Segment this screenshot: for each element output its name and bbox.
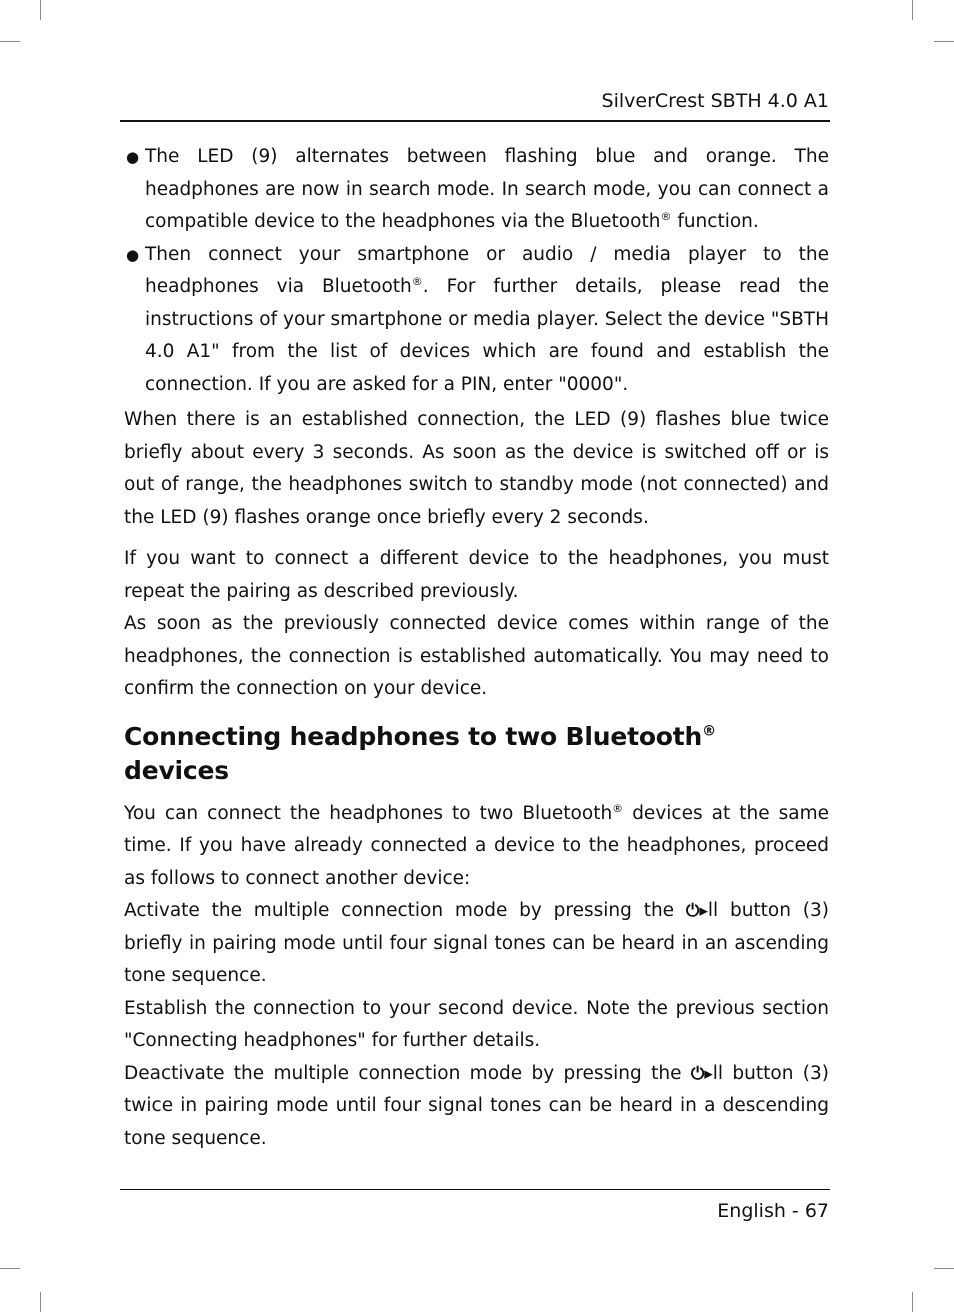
deactivate-text: Deactivate the multiple connection mode by pressing the — [124, 1062, 691, 1084]
bullet-text-end: . For further details, please read the instructions of your smartphone or media player. Select the device "SBTH 4.0 A1" from the list of devices which are found and establish the connection. If you are asked for a PIN, enter "0000". — [145, 276, 829, 395]
heading-text-end: devices — [124, 755, 229, 785]
header-rule — [120, 120, 830, 122]
bullet-icon: ● — [126, 148, 140, 166]
crop-mark — [40, 0, 41, 20]
crop-mark — [0, 1268, 20, 1269]
crop-mark — [40, 1292, 41, 1312]
crop-mark — [0, 41, 20, 42]
power-play-pause-icon: ⏻▸ — [685, 901, 708, 921]
crop-mark — [912, 1292, 913, 1312]
deactivate-text-end: ll button (3) twice in pairing mode until four signal tones can be heard in a descending tone sequence. — [124, 1062, 829, 1149]
bullet-text-end: function. — [671, 211, 759, 232]
paragraph-connection-status: When there is an established connection, the LED (9) flashes blue twice briefly about every 3 seconds. As soon as the device is switched off or is out of range, the headphones switch to standby mode (not connected) and the LED (9) flashes orange once briefly every 2 seconds. — [124, 409, 829, 528]
list-item — [124, 239, 829, 402]
registered-mark: ® — [411, 274, 423, 288]
bullet-text: Then connect your smartphone or audio / media player to the headphones via Bluetooth — [145, 243, 829, 297]
list-item — [124, 141, 829, 239]
registered-mark: ® — [702, 723, 716, 740]
section-heading — [124, 720, 829, 788]
paragraph-deactivate — [124, 1058, 829, 1156]
intro-text: You can connect the headphones to two Bluetooth — [124, 802, 613, 824]
paragraph-repeat-pairing: If you want to connect a different device to the headphones, you must repeat the pairing as described previously. — [124, 548, 829, 602]
crop-mark — [934, 1268, 954, 1269]
registered-mark: ® — [660, 209, 672, 223]
page-footer: English - 67 — [717, 1200, 829, 1222]
bullet-icon: ● — [126, 245, 140, 264]
activate-text: Activate the multiple connection mode by pressing the — [124, 900, 686, 921]
page-header: SilverCrest SBTH 4.0 A1 — [601, 90, 829, 112]
paragraph-establish: Establish the connection to your second device. Note the previous section "Connecting headphones" for further details. — [124, 997, 829, 1051]
crop-mark — [934, 41, 954, 42]
crop-mark — [912, 0, 913, 20]
registered-mark: ® — [612, 801, 624, 815]
power-play-pause-icon: ⏻▸ — [690, 1063, 713, 1084]
bullet-list — [124, 141, 829, 401]
page-content — [124, 141, 829, 1155]
heading-text: Connecting headphones to two Bluetooth — [124, 721, 703, 751]
paragraph-auto-connect: As soon as the previously connected device comes within range of the headphones, the connection is established automatically. You may need to confirm the connection on your device. — [124, 613, 829, 699]
activate-text-end: ll button (3) briefly in pairing mode until four signal tones can be heard in an ascending tone sequence. — [124, 900, 829, 986]
footer-rule — [120, 1189, 830, 1190]
intro-text-end: devices at the same time. If you have already connected a device to the headphones, proceed as follows to connect another device: — [124, 802, 829, 889]
paragraph-intro — [124, 798, 829, 896]
paragraph-activate — [124, 895, 829, 993]
bullet-text: The LED (9) alternates between flashing blue and orange. The headphones are now in search mode. In search mode, you can connect a compatible device to the headphones via the Bluetooth — [145, 146, 829, 232]
